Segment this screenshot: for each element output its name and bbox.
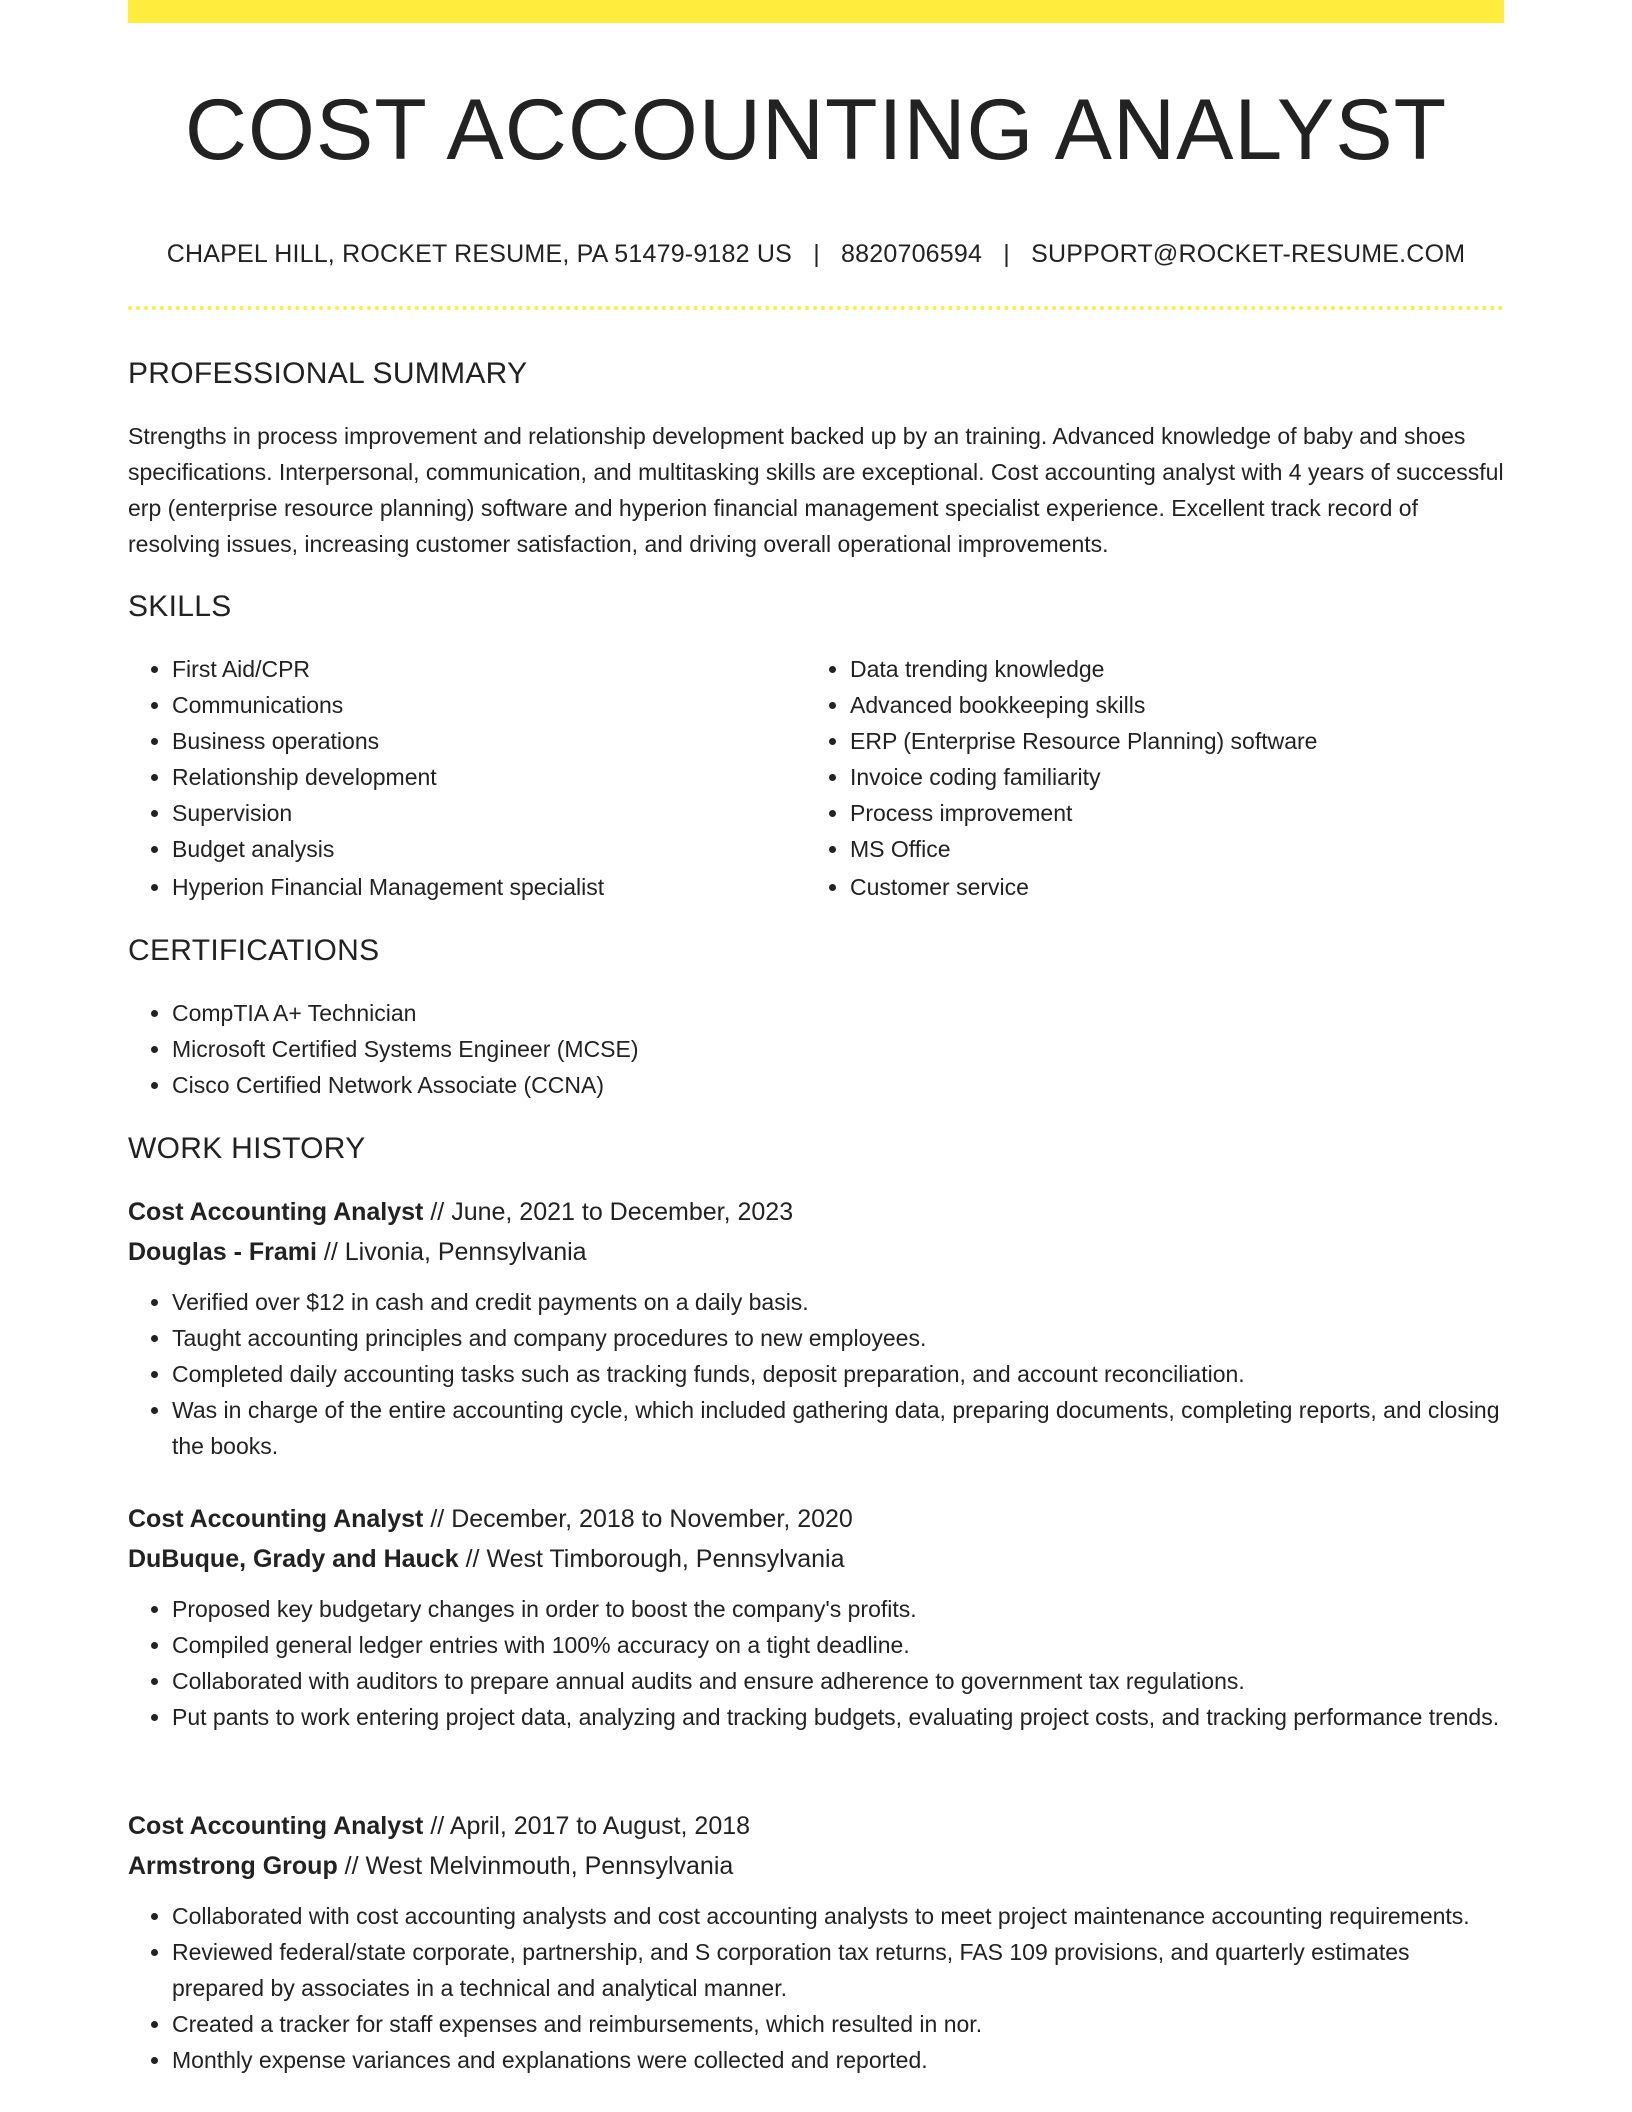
work-history-heading: WORK HISTORY: [128, 1132, 366, 1165]
dotted-divider: [128, 306, 1504, 310]
certification-item: • Microsoft Certified Systems Engineer (MCSE): [172, 1031, 1548, 1067]
job-dates: December, 2018 to November, 2020: [451, 1505, 853, 1533]
separator: |: [1003, 240, 1010, 268]
skill-item: • Relationship development: [172, 759, 852, 795]
job-bullets: [128, 1591, 1504, 1735]
accent-bar: [128, 0, 1504, 23]
job-company-line: [128, 1539, 1504, 1579]
job-title-line: [128, 1806, 1504, 1846]
job-bullets: [128, 1284, 1504, 1464]
job-bullet: • Compiled general ledger entries with 100% accuracy on a tight deadline.: [172, 1627, 1504, 1663]
job-role: Cost Accounting Analyst: [128, 1198, 424, 1226]
job-company: Douglas - Frami: [128, 1238, 317, 1266]
skill-item: • Invoice coding familiarity: [850, 759, 1530, 795]
job-bullet: • Was in charge of the entire accounting cycle, which included gathering data, preparing documents, completing reports, and closing the books.: [172, 1392, 1504, 1464]
skill-item: • Business operations: [172, 723, 852, 759]
phone: 8820706594: [841, 240, 983, 268]
skill-item: • Customer service: [850, 869, 1530, 905]
job-entry: [128, 1192, 1504, 1464]
job-bullet: • Monthly expense variances and explanations were collected and reported.: [172, 2042, 1504, 2078]
skill-item: • First Aid/CPR: [172, 651, 852, 687]
job-separator: //: [430, 1812, 445, 1840]
job-separator: //: [430, 1505, 445, 1533]
certification-item: • Cisco Certified Network Associate (CCNA): [172, 1067, 1548, 1103]
skill-item: • ERP (Enterprise Resource Planning) software: [850, 723, 1530, 759]
job-bullet: • Collaborated with cost accounting analysts and cost accounting analysts to meet project maintenance accounting requirements.: [172, 1898, 1504, 1934]
job-bullet: • Verified over $12 in cash and credit payments on a daily basis.: [172, 1284, 1504, 1320]
job-role: Cost Accounting Analyst: [128, 1812, 424, 1840]
certifications-list: [128, 995, 1548, 1103]
job-location: West Timborough, Pennsylvania: [486, 1545, 845, 1573]
job-bullets: [128, 1898, 1504, 2078]
skills-heading: SKILLS: [128, 590, 232, 623]
job-company-line: [128, 1232, 1504, 1272]
job-entry: [128, 1499, 1504, 1735]
skills-list-left: [128, 651, 852, 905]
skill-item: • Process improvement: [850, 795, 1530, 831]
certification-item: • CompTIA A+ Technician: [172, 995, 1548, 1031]
job-bullet: • Taught accounting principles and company procedures to new employees.: [172, 1320, 1504, 1356]
skill-item: • Data trending knowledge: [850, 651, 1530, 687]
skill-item: • Advanced bookkeeping skills: [850, 687, 1530, 723]
job-entry: [128, 1806, 1504, 2078]
job-bullet: • Completed daily accounting tasks such as tracking funds, deposit preparation, and account reconciliation.: [172, 1356, 1504, 1392]
job-bullet: • Reviewed federal/state corporate, partnership, and S corporation tax returns, FAS 109 provisions, and quarterly estimates prepared by associates in a technical and analytical manner.: [172, 1934, 1504, 2006]
job-company: Armstrong Group: [128, 1852, 338, 1880]
resume-title: COST ACCOUNTING ANALYST: [184, 82, 1448, 178]
job-dates: April, 2017 to August, 2018: [449, 1812, 751, 1840]
contact-line: [128, 236, 1504, 272]
job-bullet: • Created a tracker for staff expenses and reimbursements, which resulted in nor.: [172, 2006, 1504, 2042]
job-bullet: • Proposed key budgetary changes in order to boost the company's profits.: [172, 1591, 1504, 1627]
skill-item: • Communications: [172, 687, 852, 723]
separator: |: [813, 240, 820, 268]
job-role: Cost Accounting Analyst: [128, 1505, 424, 1533]
certifications-heading: CERTIFICATIONS: [128, 934, 380, 967]
job-title-line: [128, 1192, 1504, 1232]
summary-heading: PROFESSIONAL SUMMARY: [128, 357, 528, 390]
job-separator: //: [344, 1852, 359, 1880]
job-dates: June, 2021 to December, 2023: [451, 1198, 794, 1226]
skill-item: • Budget analysis: [172, 831, 852, 867]
job-company-line: [128, 1846, 1504, 1886]
email: SUPPORT@ROCKET-RESUME.COM: [1031, 240, 1466, 268]
job-separator: //: [323, 1238, 338, 1266]
job-company: DuBuque, Grady and Hauck: [128, 1545, 459, 1573]
job-bullet: • Collaborated with auditors to prepare annual audits and ensure adherence to government tax regulations.: [172, 1663, 1504, 1699]
job-title-line: [128, 1499, 1504, 1539]
skill-item: • Supervision: [172, 795, 852, 831]
address: CHAPEL HILL, ROCKET RESUME, PA 51479-9182 US: [166, 240, 793, 268]
skills-list-right: [806, 651, 1530, 905]
job-separator: //: [430, 1198, 445, 1226]
summary-text: Strengths in process improvement and relationship development backed up by an training. Advanced knowledge of baby and shoes specifications. Interpersonal, communication, and multitasking skills are exceptional. Cost accounting analyst with 4 years of successful erp (enterprise resource planning) software and hyperion financial management specialist experience. Excellent track record of resolving issues, increasing customer satisfaction, and driving overall operational improvements.: [128, 423, 1504, 557]
skill-item: • Hyperion Financial Management specialist: [172, 869, 852, 905]
job-bullet: • Put pants to work entering project data, analyzing and tracking budgets, evaluating project costs, and tracking performance trends.: [172, 1699, 1504, 1735]
job-location: Livonia, Pennsylvania: [344, 1238, 587, 1266]
skill-item: • MS Office: [850, 831, 1530, 867]
job-location: West Melvinmouth, Pennsylvania: [365, 1852, 734, 1880]
job-separator: //: [465, 1545, 480, 1573]
